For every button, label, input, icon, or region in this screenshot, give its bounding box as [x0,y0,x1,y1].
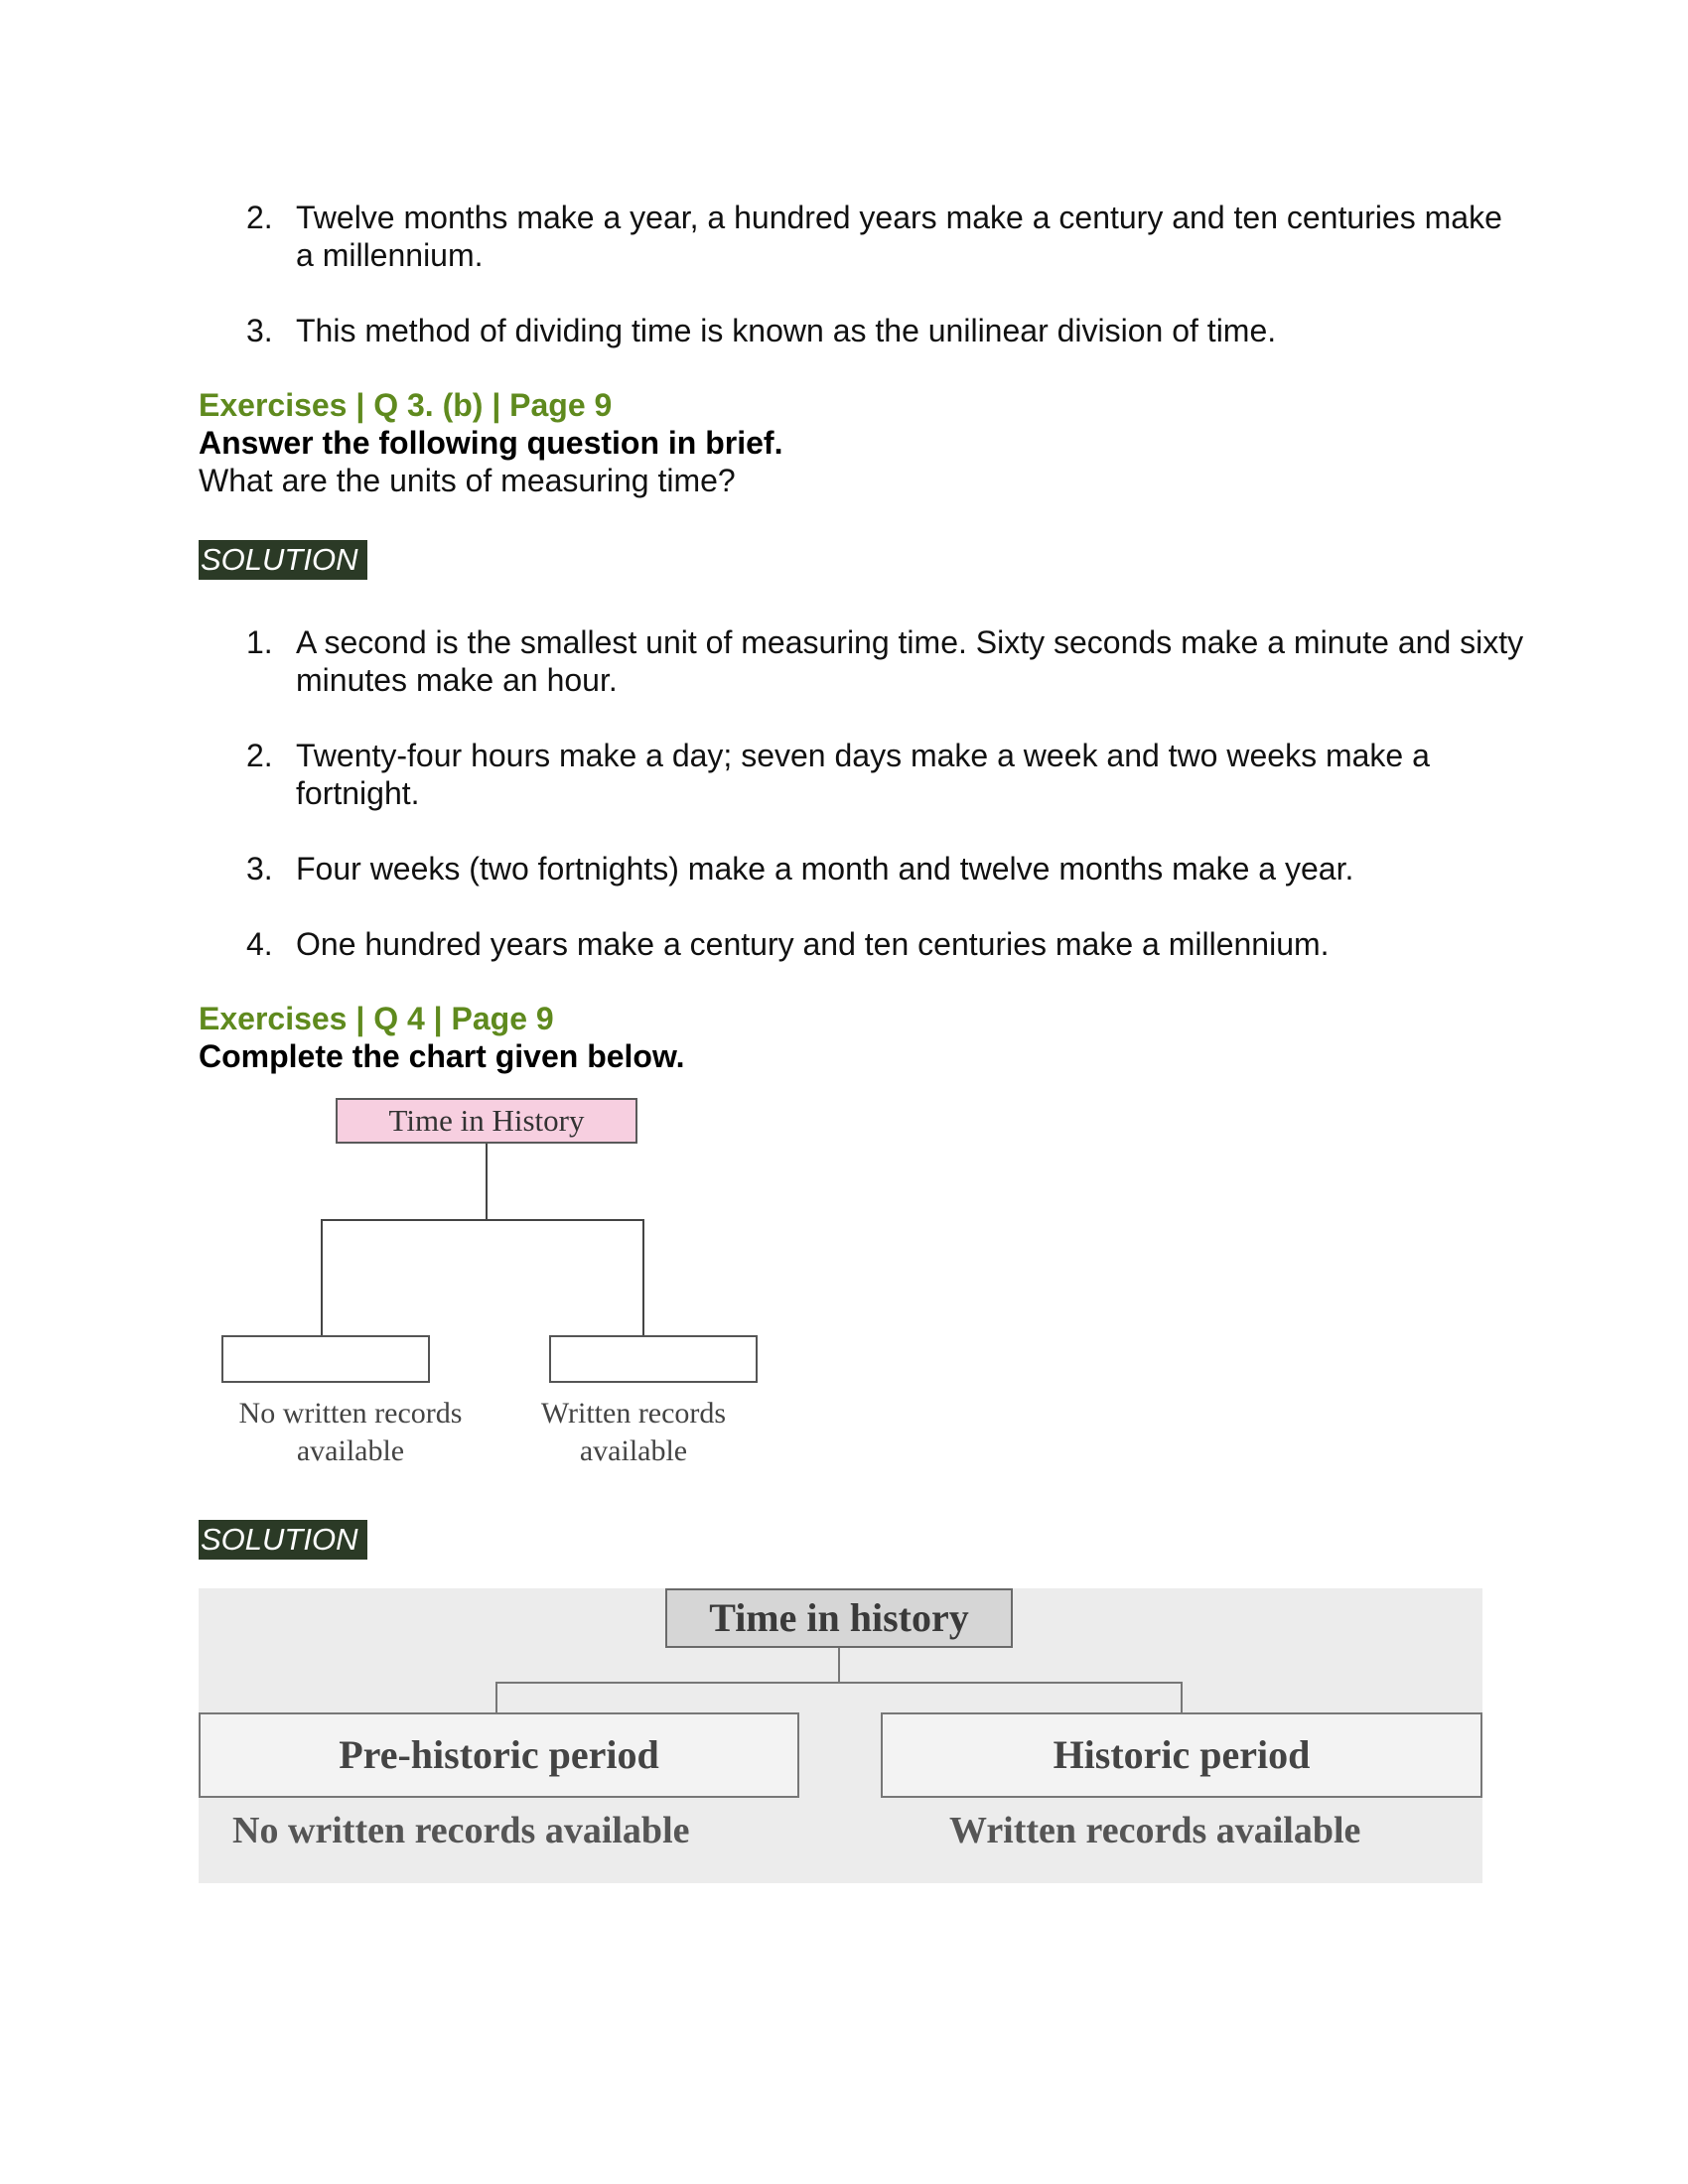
chart-connector [642,1219,644,1335]
chart-caption-left [221,1395,480,1470]
list-item [246,312,1497,351]
question-instruction: Answer the following question in brief. [199,425,783,461]
solution-chart-left-caption: No written records available [232,1810,690,1851]
list-item [246,623,1524,703]
list-text: This method of dividing time is known as the unilinear division of time. [296,313,1277,348]
chart-blank-box-right[interactable] [549,1335,758,1383]
caption-line: available [296,1434,405,1467]
solution-chart-root: Time in history [665,1588,1013,1648]
chart-connector [321,1219,323,1335]
list-text: One hundred years make a century and ten centuries make a millennium. [296,926,1330,962]
list-number: 4. [246,926,273,962]
chart-blank-box-left[interactable] [221,1335,430,1383]
question-text: What are the units of measuring time? [199,463,736,498]
list-text: Twenty-four hours make a day; seven days make a week and two weeks make a fortnight. [296,738,1430,811]
chart-connector [486,1144,488,1219]
exercise-heading: Exercises | Q 4 | Page 9 [199,1001,554,1036]
list-number: 2. [246,200,273,235]
chart-root-box: Time in History [336,1098,637,1144]
solution-chart-right-caption: Written records available [949,1810,1361,1851]
caption-line: available [579,1434,688,1467]
chart-connector [838,1648,840,1682]
solution-chart-left-box: Pre-historic period [199,1712,799,1798]
list-number: 1. [246,624,273,660]
chart-caption-right [524,1395,743,1470]
list-text: Four weeks (two fortnights) make a month and twelve months make a year. [296,851,1354,887]
list-item [246,925,1497,965]
exercise-heading: Exercises | Q 3. (b) | Page 9 [199,387,613,423]
solution-chart-right-box: Historic period [881,1712,1482,1798]
list-item [246,199,1502,278]
list-text: A second is the smallest unit of measuring time. Sixty seconds make a minute and sixty minutes make an hour. [296,624,1524,698]
list-item [246,737,1497,816]
question-instruction: Complete the chart given below. [199,1038,685,1074]
list-number: 3. [246,313,273,348]
list-text: Twelve months make a year, a hundred years make a century and ten centuries make a millennium. [296,200,1502,273]
list-number: 3. [246,851,273,887]
caption-line: No written records [238,1397,463,1430]
caption-line: Written records [540,1397,727,1430]
list-item [246,850,1497,889]
solution-label: SOLUTION [199,1520,367,1560]
list-number: 2. [246,738,273,773]
chart-connector [495,1682,497,1712]
chart-connector [321,1219,644,1221]
chart-connector [1181,1682,1183,1712]
solution-label: SOLUTION [199,540,367,580]
chart-connector [495,1682,1183,1684]
